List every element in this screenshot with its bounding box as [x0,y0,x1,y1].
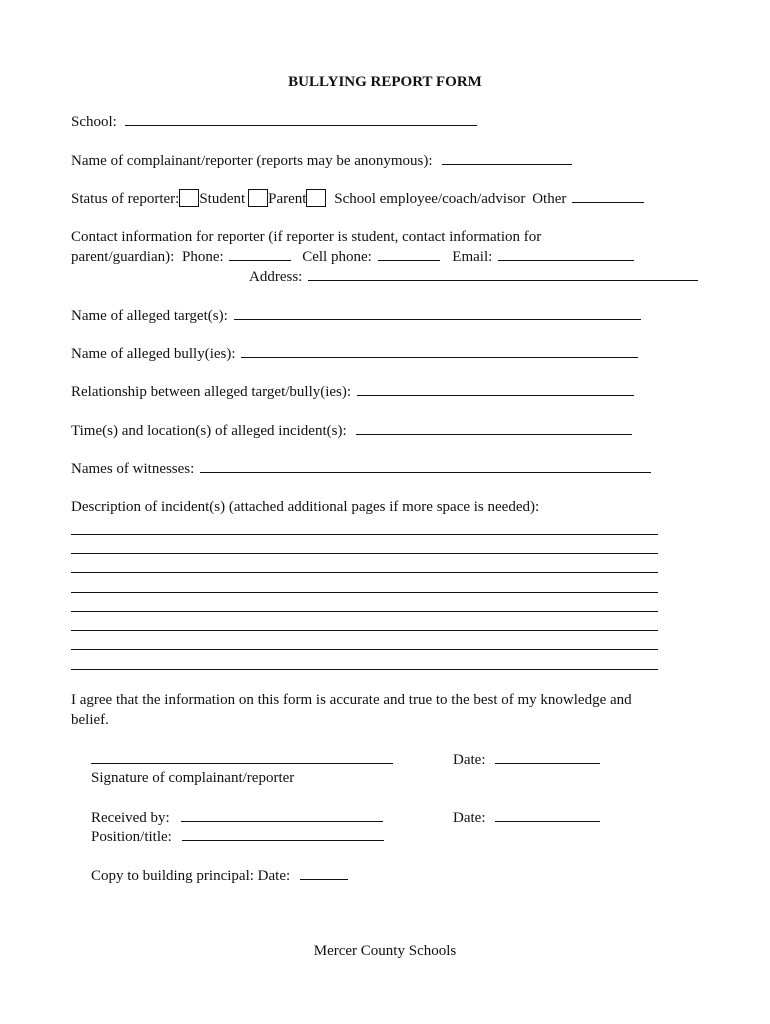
complainant-row [71,151,572,170]
agreement-line-1: I agree that the information on this form is accurate and true to the best of my knowledge and [71,692,632,708]
phone-field[interactable] [229,247,291,261]
copy-principal-date-field[interactable] [300,866,348,880]
school-row [71,112,477,131]
signature-date-label: Date: [453,752,486,768]
employee-checkbox[interactable] [306,189,326,207]
address-row [249,267,698,286]
signature-field[interactable] [91,750,393,764]
received-field[interactable] [181,808,383,822]
target-label: Name of alleged target(s): [71,308,228,324]
footer-text: Mercer County Schools [313,943,457,959]
time-location-field[interactable] [356,421,632,435]
description-line[interactable] [71,553,658,554]
other-field[interactable] [572,189,644,203]
student-checkbox[interactable] [179,189,199,207]
parent-option-label: Parent [268,191,307,207]
parent-checkbox[interactable] [248,189,268,207]
address-label: Address: [249,269,303,285]
signature-label: Signature of complainant/reporter [91,770,295,786]
description-line[interactable] [71,534,658,535]
position-field[interactable] [182,827,384,841]
school-field[interactable] [125,112,477,126]
bully-row [71,344,638,363]
position-row [91,827,384,846]
address-field[interactable] [308,267,698,281]
bully-label: Name of alleged bully(ies): [71,346,236,362]
witnesses-field[interactable] [200,459,651,473]
description-line[interactable] [71,572,658,573]
email-field[interactable] [498,247,634,261]
received-date-field[interactable] [495,808,600,822]
other-option-label: Other [532,191,567,207]
witnesses-row [71,459,651,478]
signature-date-row [453,750,600,769]
contact-intro: Contact information for reporter (if reporter is student, contact information for [71,229,542,245]
received-label: Received by: [91,810,170,826]
parent-guardian-label: parent/guardian): [71,249,175,265]
bully-field[interactable] [241,344,638,358]
received-date-label: Date: [453,810,486,826]
time-location-label: Time(s) and location(s) of alleged incident(s): [71,423,347,439]
cell-phone-label: Cell phone: [302,249,372,265]
employee-option-label: School employee/coach/advisor [334,191,526,207]
copy-principal-row [91,866,348,885]
status-label: Status of reporter: [71,191,180,207]
form-title: BULLYING REPORT FORM [288,74,482,90]
cell-phone-field[interactable] [378,247,440,261]
received-row [91,808,383,827]
signature-row [91,750,393,769]
description-line[interactable] [71,630,658,631]
position-label: Position/title: [91,829,172,845]
phone-label: Phone: [182,249,224,265]
relationship-row [71,382,634,401]
time-location-row [71,421,632,440]
relationship-label: Relationship between alleged target/bully(ies): [71,384,352,400]
student-option-label: Student [199,191,246,207]
received-date-row [453,808,600,827]
witnesses-label: Names of witnesses: [71,461,195,477]
complainant-field[interactable] [442,151,572,165]
target-field[interactable] [234,306,641,320]
signature-date-field[interactable] [495,750,600,764]
copy-principal-label: Copy to building principal: Date: [91,868,291,884]
school-label: School: [71,114,117,130]
description-line[interactable] [71,611,658,612]
description-line[interactable] [71,649,658,650]
complainant-label: Name of complainant/reporter (reports may be anonymous): [71,153,433,169]
status-row [71,189,644,208]
target-row [71,306,641,325]
description-label: Description of incident(s) (attached additional pages if more space is needed): [71,499,540,515]
contact-row [71,247,634,266]
email-label: Email: [452,249,493,265]
description-line[interactable] [71,669,658,670]
relationship-field[interactable] [357,382,634,396]
description-line[interactable] [71,592,658,593]
agreement-line-2: belief. [71,712,109,728]
